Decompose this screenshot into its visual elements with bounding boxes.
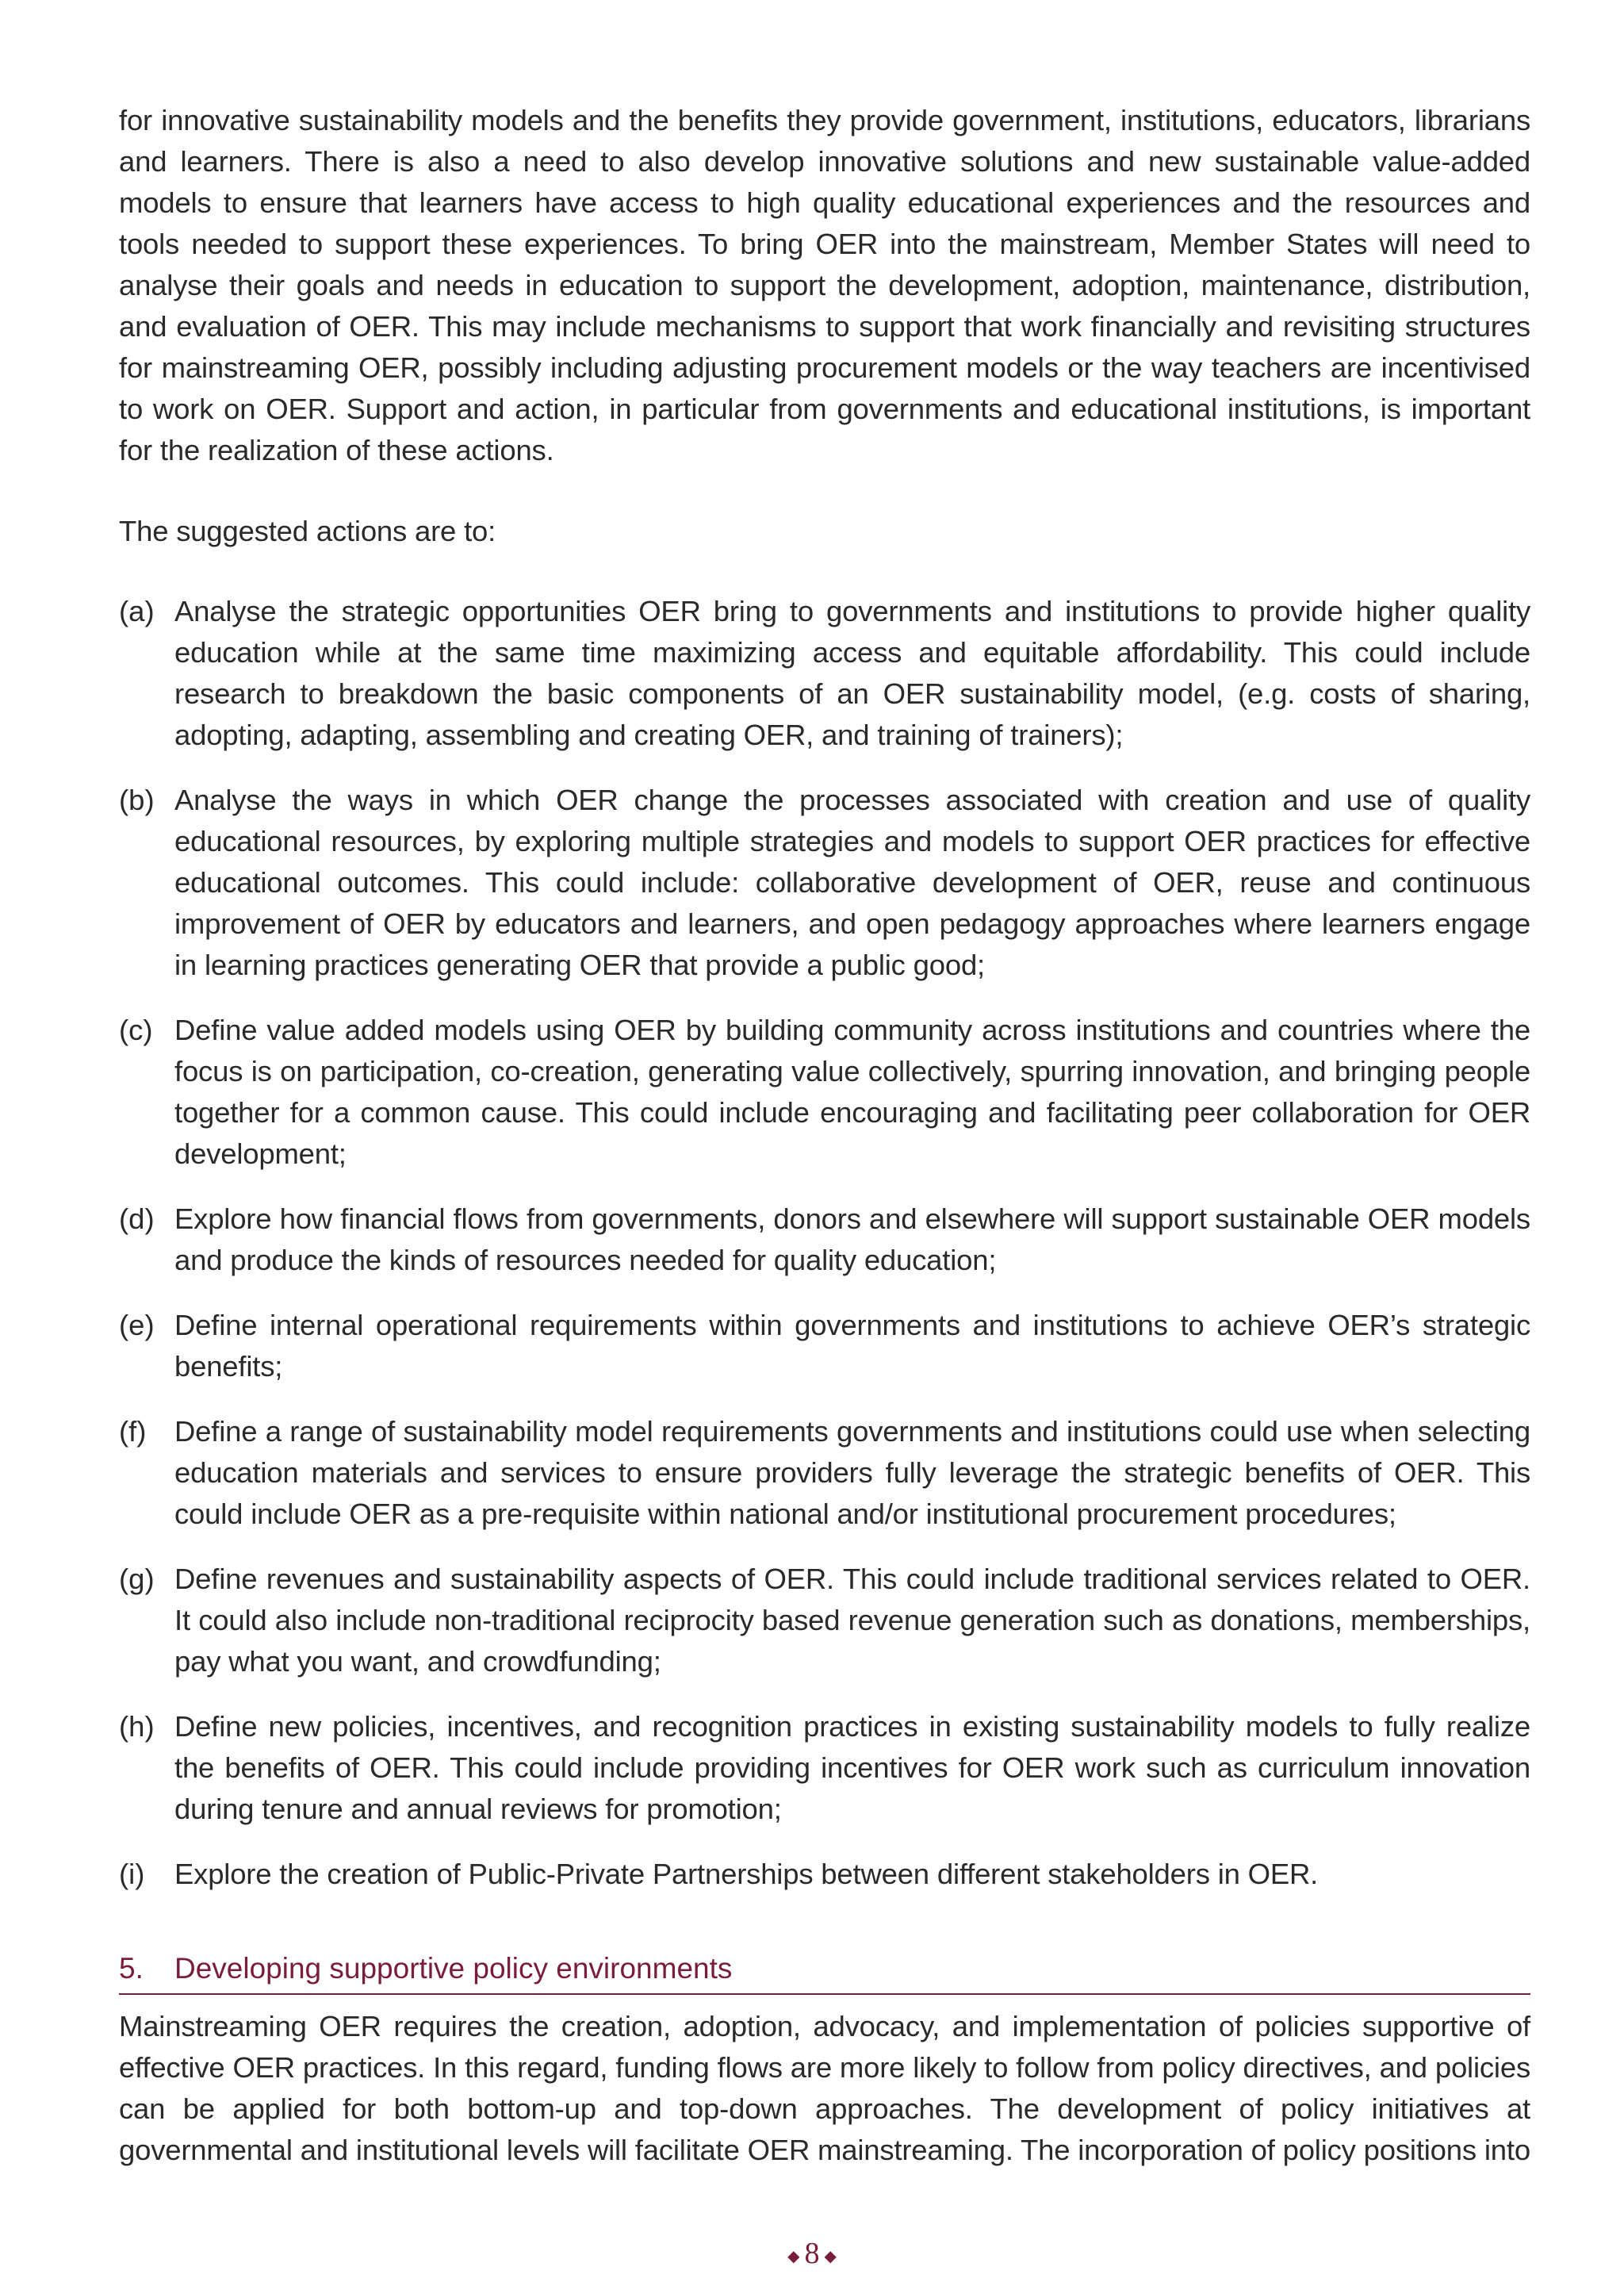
list-item-marker: (g) bbox=[119, 1563, 155, 1595]
page-content bbox=[119, 100, 1530, 2171]
list-item-text: Analyse the ways in which OER change the processes associated with creation and use of quality educational resources, by exploring multiple strategies and models to support OER practices for effective educational outcomes. This could include: collaborative development of OER, reuse and continuous improvement of OER by educators and learners, and open pedagogy approaches where learners engage in learning practices generating OER that provide a public good; bbox=[174, 784, 1530, 981]
suggested-actions-list bbox=[119, 591, 1530, 1895]
bullet-dot-icon: ◆ bbox=[787, 2247, 800, 2265]
list-item-marker: (e) bbox=[119, 1309, 155, 1341]
list-item-text: Define internal operational requirements within governments and institutions to achieve OER’s strategic benefits; bbox=[174, 1309, 1530, 1383]
list-item bbox=[119, 1411, 1530, 1535]
list-item-text: Define value added models using OER by building community across institutions and countries where the focus is on participation, co-creation, generating value collectively, spurring innovation, and bringing people together for a common cause. This could include encouraging and facilitating peer collaboration for OER development; bbox=[174, 1014, 1530, 1170]
list-item-marker: (c) bbox=[119, 1014, 153, 1046]
section-title: Developing supportive policy environments bbox=[174, 1952, 733, 1985]
list-item-marker: (h) bbox=[119, 1710, 155, 1743]
intro-paragraph: for innovative sustainability models and the benefits they provide government, institutions, educators, librarians and learners. There is also a need to also develop innovative solutions and new sustainable value-added models to ensure that learners have access to high quality educational experiences and the resources and tools needed to support these experiences. To bring OER into the mainstream, Member States will need to analyse their goals and needs in education to support the development, adoption, maintenance, distribution, and evaluation of OER. This may include mechanisms to support that work financially and revisiting structures for mainstreaming OER, possibly including adjusting procurement models or the way teachers are incentivised to work on OER. Support and action, in particular from governments and educational institutions, is important for the realization of these actions. bbox=[119, 104, 1530, 466]
list-item-text: Analyse the strategic opportunities OER bring to governments and institutions to provide higher quality education while at the same time maximizing access and equitable affordability. This could include research to breakdown the basic components of an OER sustainability model, (e.g. costs of sharing, adopting, adapting, assembling and creating OER, and training of trainers); bbox=[174, 595, 1530, 751]
section-paragraph: Mainstreaming OER requires the creation, adoption, advocacy, and implementation of policies supportive of effective OER practices. In this regard, funding flows are more likely to follow from policy directives, and policies can be applied for both bottom-up and top-down approaches. The development of policy initiatives at governmental and institutional levels will facilitate OER mainstreaming. The incorporation of policy positions into bbox=[119, 2010, 1530, 2166]
section-heading bbox=[119, 1949, 1530, 1995]
list-item bbox=[119, 780, 1530, 986]
list-item-marker: (b) bbox=[119, 784, 155, 816]
list-item-text: Define new policies, incentives, and recognition practices in existing sustainability models to fully realize the benefits of OER. This could include providing incentives for OER work such as curriculum innovation during tenure and annual reviews for promotion; bbox=[174, 1710, 1530, 1825]
list-item-marker: (a) bbox=[119, 595, 155, 627]
page-number: 8 bbox=[804, 2237, 820, 2270]
list-item-text: Explore how financial flows from governments, donors and elsewhere will support sustainable OER models and produce the kinds of resources needed for quality education; bbox=[174, 1202, 1530, 1276]
list-item bbox=[119, 1199, 1530, 1281]
list-item bbox=[119, 1559, 1530, 1682]
list-item bbox=[119, 1305, 1530, 1387]
list-item-marker: (d) bbox=[119, 1202, 155, 1235]
list-item bbox=[119, 591, 1530, 756]
list-item-marker: (f) bbox=[119, 1415, 147, 1448]
list-item-text: Define a range of sustainability model requirements governments and institutions could use when selecting education materials and services to ensure providers fully leverage the strategic benefits of OER. This could include OER as a pre-requisite within national and/or institutional procurement procedures; bbox=[174, 1415, 1530, 1530]
bullet-dot-icon: ◆ bbox=[824, 2247, 837, 2265]
list-item bbox=[119, 1706, 1530, 1830]
list-item-text: Explore the creation of Public-Private Partnerships between different stakeholders in OER. bbox=[174, 1858, 1319, 1890]
list-item-marker: (i) bbox=[119, 1858, 145, 1890]
section-number: 5. bbox=[119, 1952, 144, 1985]
list-item bbox=[119, 1010, 1530, 1175]
actions-lead-in: The suggested actions are to: bbox=[119, 515, 496, 547]
page-number-footer bbox=[0, 2236, 1624, 2271]
list-item-text: Define revenues and sustainability aspects of OER. This could include traditional services related to OER. It could also include non-traditional reciprocity based revenue generation such as donations, memberships, pay what you want, and crowdfunding; bbox=[174, 1563, 1530, 1678]
list-item bbox=[119, 1854, 1530, 1895]
